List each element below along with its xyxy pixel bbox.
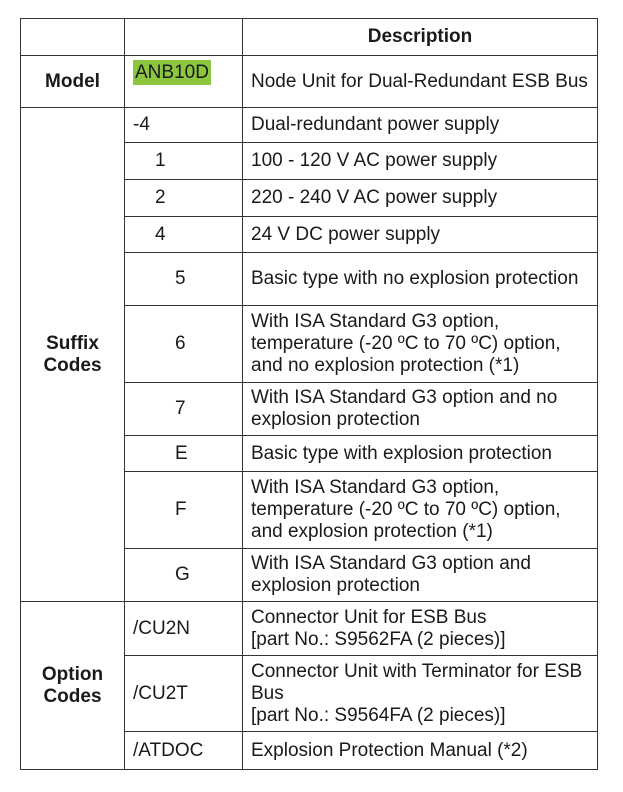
suffix-description: With ISA Standard G3 option and no explosion protection — [243, 383, 598, 436]
suffix-description: With ISA Standard G3 option, temperature (-20 ºC to 70 ºC) option, and no explosion protection (*1) — [243, 306, 598, 383]
model-description: Node Unit for Dual-Redundant ESB Bus — [243, 56, 598, 108]
suffix-description: With ISA Standard G3 option and explosion protection — [243, 549, 598, 602]
option-code: /CU2T — [125, 656, 243, 732]
model-label: Model — [21, 56, 125, 108]
suffix-codes-label-text: Suffix Codes — [43, 332, 102, 376]
description-column-header: Description — [243, 19, 598, 56]
option-description-line: Connector Unit for ESB Bus — [251, 606, 487, 628]
option-description-line: Connector Unit with Terminator for ESB Bus — [251, 660, 583, 704]
suffix-code: F — [125, 472, 243, 549]
suffix-code: 2 — [125, 180, 243, 217]
model-code-cell — [125, 56, 243, 108]
suffix-description: 220 - 240 V AC power supply — [243, 180, 598, 217]
suffix-description: Dual-redundant power supply — [243, 108, 598, 143]
suffix-code: G — [125, 549, 243, 602]
option-description-line: Explosion Protection Manual (*2) — [251, 739, 528, 761]
suffix-code: 4 — [125, 217, 243, 253]
option-description-part-number: [part No.: S9564FA (2 pieces)] — [251, 704, 506, 726]
option-codes-label-text: Option Codes — [41, 663, 104, 707]
model-code: ANB10D — [135, 62, 209, 83]
suffix-description: 100 - 120 V AC power supply — [243, 143, 598, 180]
suffix-description: Basic type with explosion protection — [243, 436, 598, 472]
suffix-description: 24 V DC power supply — [243, 217, 598, 253]
suffix-code: 7 — [125, 383, 243, 436]
header-row — [21, 19, 598, 56]
header-empty-cell-2 — [125, 19, 243, 56]
suffix-code: 6 — [125, 306, 243, 383]
option-description — [243, 602, 598, 656]
suffix-description: Basic type with no explosion protection — [243, 253, 598, 306]
suffix-code: 5 — [125, 253, 243, 306]
option-code: /CU2N — [125, 602, 243, 656]
suffix-codes-label — [21, 108, 125, 602]
suffix-code: E — [125, 436, 243, 472]
suffix-code: 1 — [125, 143, 243, 180]
option-row — [21, 602, 598, 656]
suffix-row — [21, 108, 598, 143]
header-empty-cell-1 — [21, 19, 125, 56]
model-row — [21, 56, 598, 108]
option-codes-label — [21, 602, 125, 770]
model-suffix-codes-table — [20, 18, 598, 770]
suffix-description: With ISA Standard G3 option, temperature (-20 ºC to 70 ºC) option, and explosion protection (*1) — [243, 472, 598, 549]
option-code: /ATDOC — [125, 732, 243, 770]
option-description — [243, 656, 598, 732]
suffix-code: -4 — [125, 108, 243, 143]
option-description — [243, 732, 598, 770]
option-description-part-number: [part No.: S9562FA (2 pieces)] — [251, 628, 506, 650]
